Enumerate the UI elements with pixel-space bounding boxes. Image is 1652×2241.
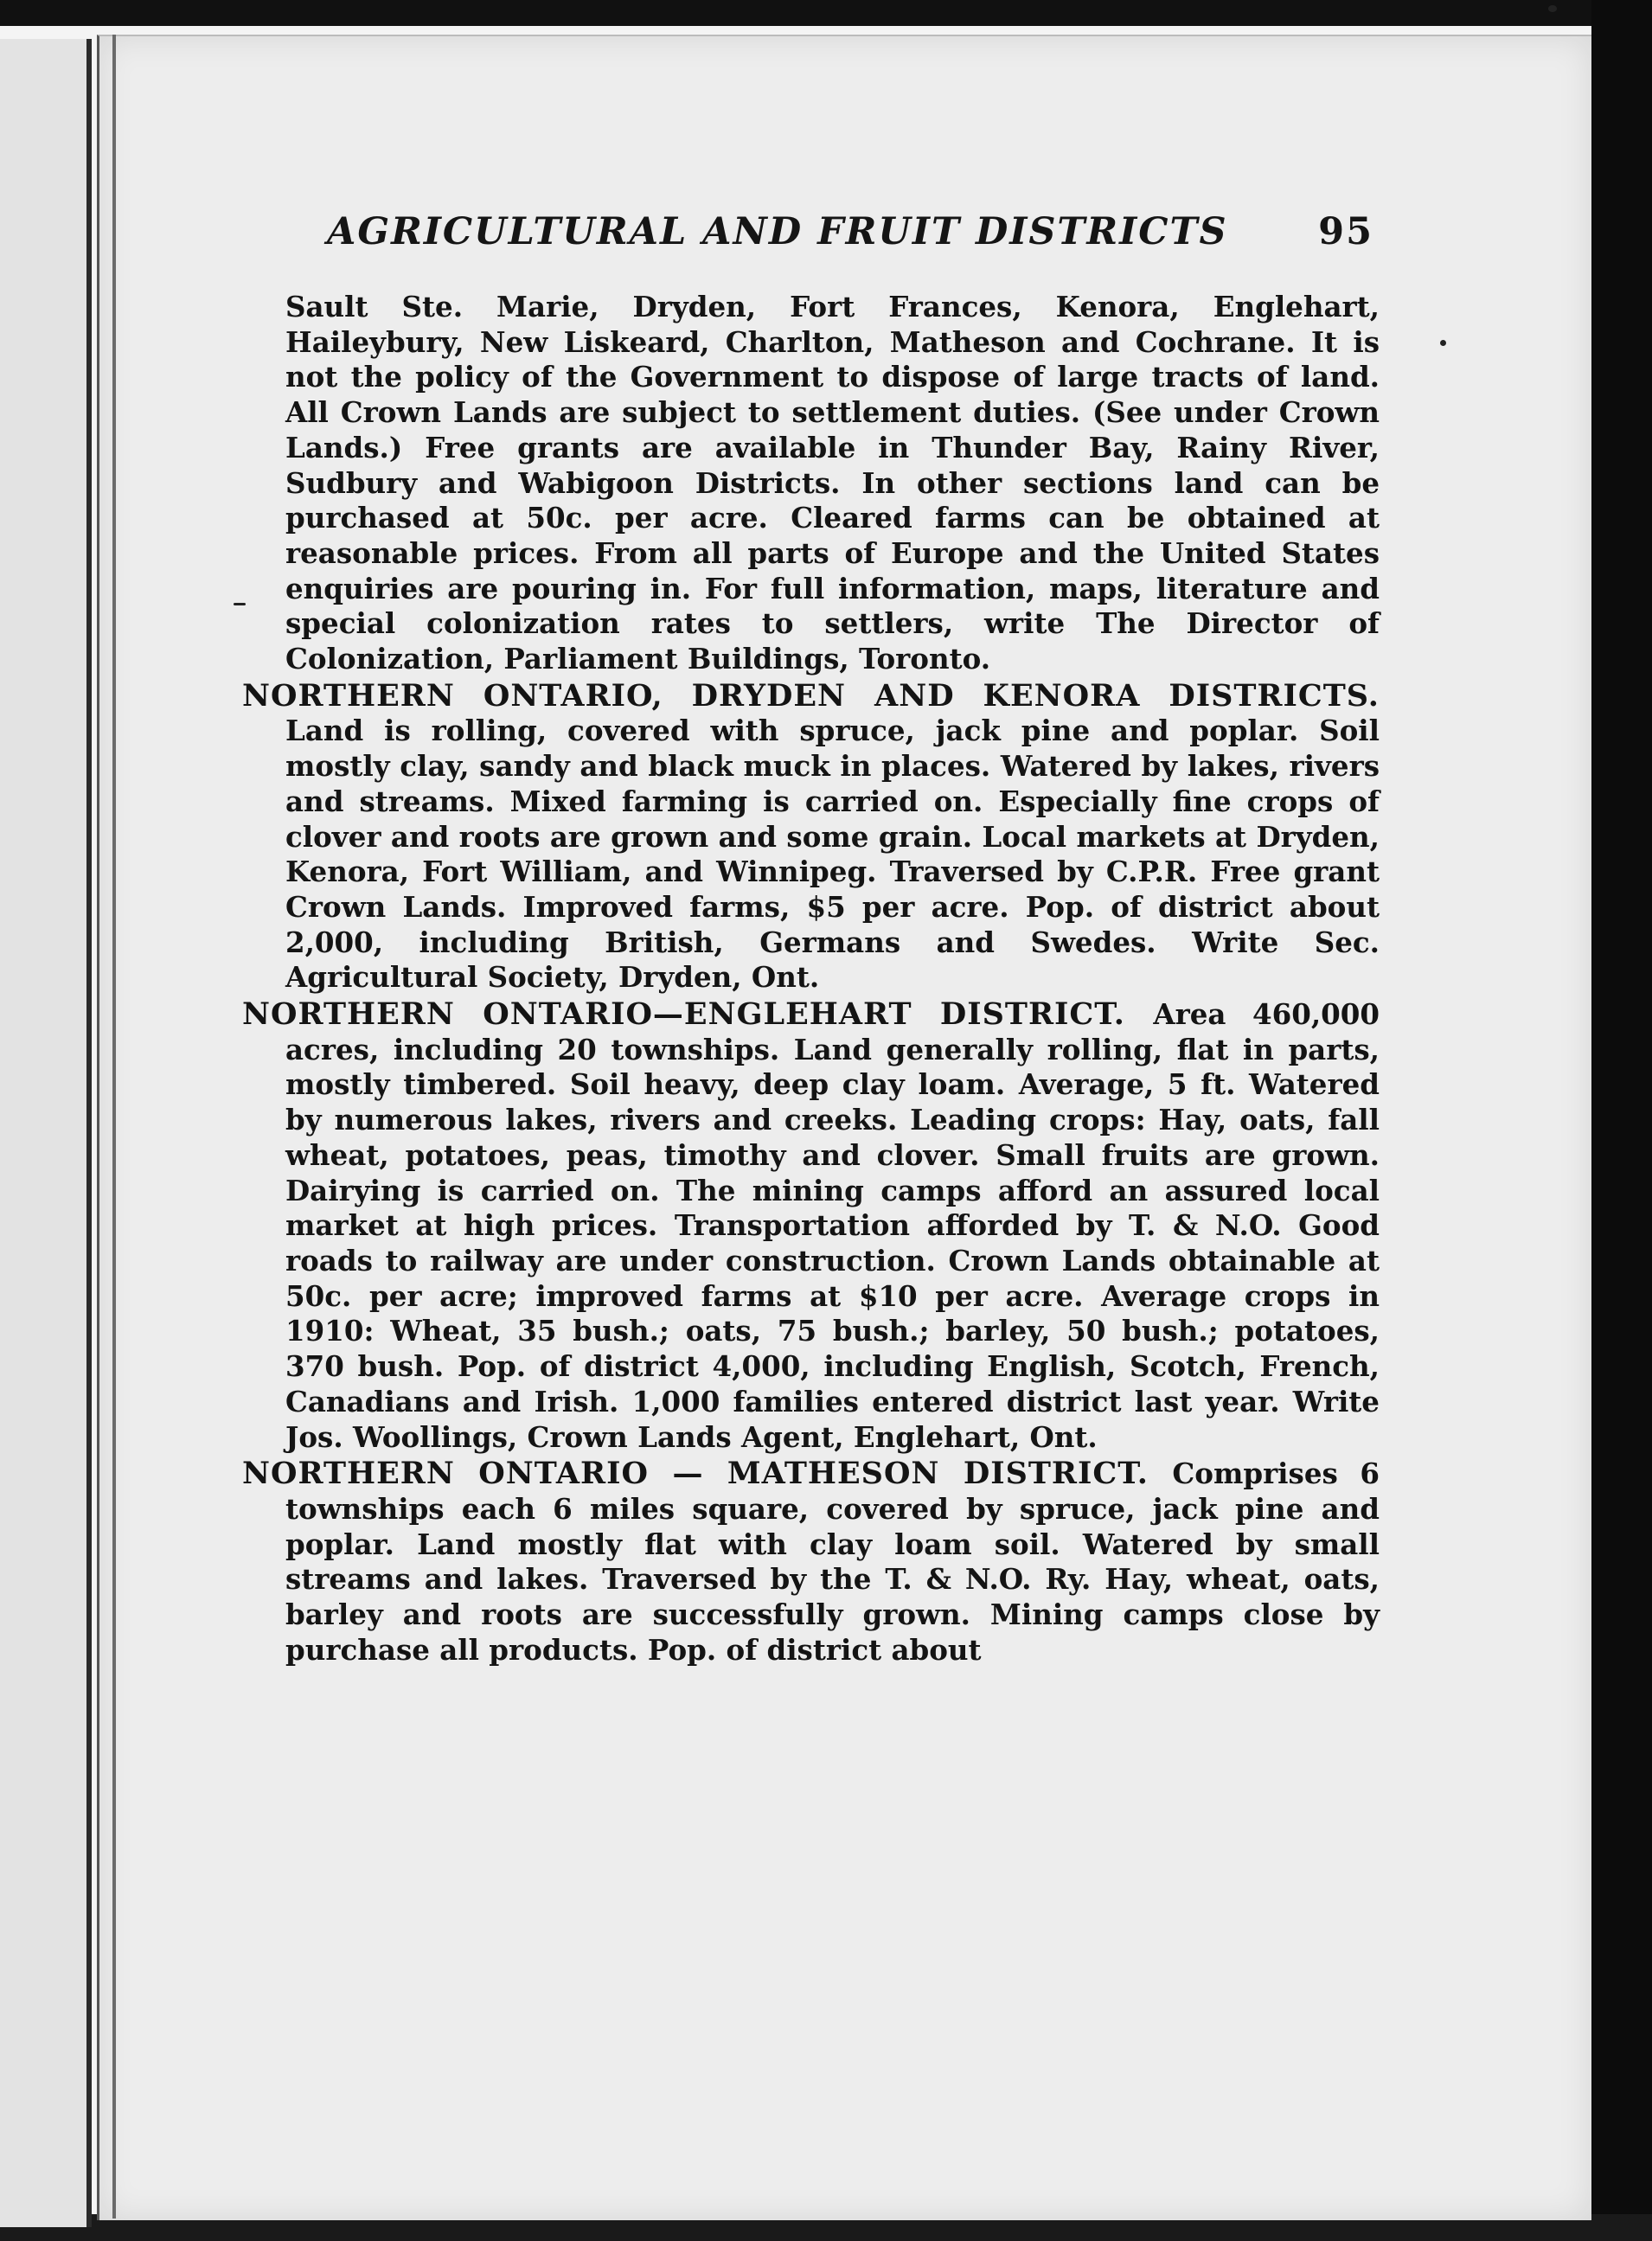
scan-speck <box>1440 340 1446 346</box>
running-title: AGRICULTURAL AND FRUIT DISTRICTS <box>327 210 1228 253</box>
continued-paragraph: Sault Ste. Marie, Dryden, Fort Frances, Kenora, Englehart, Haileybury, New Liskeard, Charlton, Matheson and Cochrane. It is not the policy of the Government to dispose of large tracts of land. All Crown Lands are subject to settlement duties. (See under Crown Lands.) Free grants are available in Thunder Bay, Rainy River, Sudbury and Wabigoon Districts. In other sections land can be purchased at 50c. per acre. Cleared farms can be obtained at reasonable prices. From all parts of Europe and the United States enquiries are pouring in. For full information, maps, literature and special colonization rates to settlers, write The Director of Colonization, Parliament Buildings, Toronto. <box>285 290 1380 676</box>
entry-heading: NORTHERN ONTARIO — MATHESON DISTRICT. <box>242 1456 1173 1492</box>
entry-text: Comprises 6 townships each 6 miles square, covered by spruce, jack pine and poplar. Land mostly flat with clay loam soil. Watered by small streams and lakes. Traversed by the T. & N.O. Ry. Hay, wheat, oats, barley and roots are successfully grown. Mining camps close by purchase all products. Pop. of district about <box>285 1457 1380 1667</box>
scanner-background-top <box>0 0 1652 26</box>
scan-speck <box>1548 5 1557 12</box>
facing-page-edge <box>0 39 92 2227</box>
entry-heading: NORTHERN ONTARIO, DRYDEN AND KENORA DISTRICTS. <box>242 677 1380 714</box>
page-gutter <box>112 35 116 2219</box>
entry-text: Land is rolling, covered with spruce, jack pine and poplar. Soil mostly clay, sandy and black muck in places. Watered by lakes, rivers and streams. Mixed farming is carried on. Especially fine crops of clover and roots are grown and some grain. Local markets at Dryden, Kenora, Fort William, and Winnipeg. Traversed by C.P.R. Free grant Crown Lands. Improved farms, $5 per acre. Pop. of district about 2,000, including British, Germans and Swedes. Write Sec. Agricultural Society, Dryden, Ont. <box>285 714 1380 995</box>
district-entry-englehart <box>242 996 1380 1455</box>
page-body <box>242 290 1380 1668</box>
entry-heading: NORTHERN ONTARIO—ENGLEHART DISTRICT. <box>242 996 1154 1033</box>
district-entry-dryden-kenora <box>242 677 1380 996</box>
district-entry-matheson <box>242 1456 1380 1668</box>
scanner-background-right <box>1591 0 1652 2241</box>
entry-text: Area 460,000 acres, including 20 townships. Land generally rolling, flat in parts, mostly timbered. Soil heavy, deep clay loam. Average, 5 ft. Watered by numerous lakes, rivers and creeks. Leading crops: Hay, oats, fall wheat, potatoes, peas, timothy and clover. Small fruits are grown. Dairying is carried on. The mining camps afford an assured local market at high prices. Transportation afforded by T. & N.O. Good roads to railway are under construction. Crown Lands obtainable at 50c. per acre; improved farms at $10 per acre. Average crops in 1910: Wheat, 35 bush.; oats, 75 bush.; barley, 50 bush.; potatoes, 370 bush. Pop. of district 4,000, including English, Scotch, French, Canadians and Irish. 1,000 families entered district last year. Write Jos. Woollings, Crown Lands Agent, Englehart, Ont. <box>285 997 1380 1454</box>
page-number: 95 <box>1318 210 1373 253</box>
running-header <box>327 210 1373 262</box>
